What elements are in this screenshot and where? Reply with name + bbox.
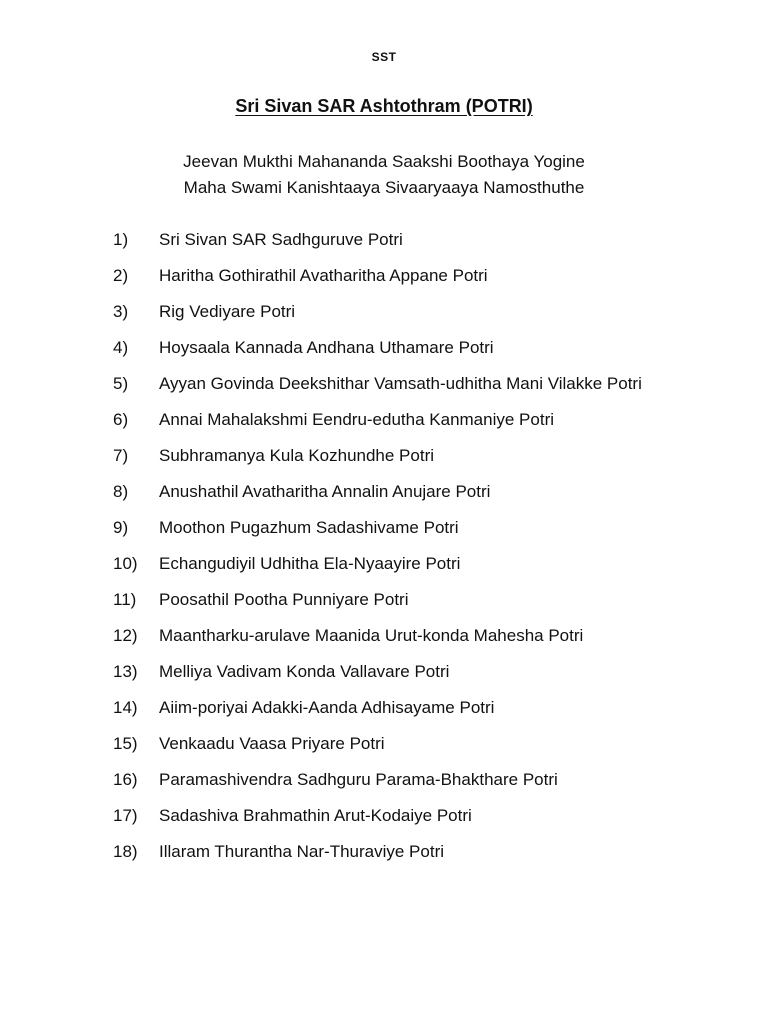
- item-number: 7): [113, 446, 129, 465]
- potri-list: [113, 228, 673, 876]
- item-text: Echangudiyil Udhitha Ela-Nyaayire Potri: [159, 554, 461, 573]
- item-text: Venkaadu Vaasa Priyare Potri: [159, 734, 385, 753]
- item-number: 13): [113, 662, 138, 681]
- item-text: Annai Mahalakshmi Eendru-edutha Kanmaniye Potri: [159, 410, 555, 429]
- list-item: [113, 624, 673, 648]
- item-text: Melliya Vadivam Konda Vallavare Potri: [159, 662, 450, 681]
- item-number: 2): [113, 266, 129, 285]
- item-number: 5): [113, 374, 129, 393]
- item-text: Sadashiva Brahmathin Arut-Kodaiye Potri: [159, 806, 472, 825]
- list-item: [113, 516, 673, 540]
- list-item: [113, 696, 673, 720]
- list-item: [113, 480, 673, 504]
- list-item: [113, 300, 673, 324]
- item-number: 14): [113, 698, 138, 717]
- list-item: [113, 552, 673, 576]
- item-number: 1): [113, 230, 129, 249]
- item-number: 11): [113, 590, 137, 609]
- item-text: Rig Vediyare Potri: [159, 302, 296, 321]
- item-number: 6): [113, 410, 129, 429]
- header-tag: SST: [371, 50, 397, 64]
- item-text: Moothon Pugazhum Sadashivame Potri: [159, 518, 459, 537]
- list-item: [113, 840, 673, 864]
- list-item: [113, 228, 673, 252]
- list-item: [113, 372, 673, 396]
- item-text: Haritha Gothirathil Avatharitha Appane Potri: [159, 266, 488, 285]
- item-number: 12): [113, 626, 138, 645]
- list-item: [113, 588, 673, 612]
- item-number: 17): [113, 806, 138, 825]
- item-number: 3): [113, 302, 129, 321]
- item-number: 15): [113, 734, 138, 753]
- item-text: Hoysaala Kannada Andhana Uthamare Potri: [159, 338, 494, 357]
- list-item: [113, 444, 673, 468]
- item-text: Illaram Thurantha Nar-Thuraviye Potri: [159, 842, 445, 861]
- list-item: [113, 660, 673, 684]
- item-text: Paramashivendra Sadhguru Parama-Bhakthare Potri: [159, 770, 558, 789]
- list-item: [113, 804, 673, 828]
- intro-line: Maha Swami Kanishtaaya Sivaaryaaya Namosthuthe: [183, 178, 585, 197]
- item-text: Aiim-poriyai Adakki-Aanda Adhisayame Potri: [159, 698, 495, 717]
- list-item: [113, 408, 673, 432]
- item-text: Subhramanya Kula Kozhundhe Potri: [159, 446, 435, 465]
- list-item: [113, 264, 673, 288]
- intro-verse: [0, 149, 768, 201]
- item-text: Poosathil Pootha Punniyare Potri: [159, 590, 409, 609]
- list-item: [113, 732, 673, 756]
- item-text: Ayyan Govinda Deekshithar Vamsath-udhitha Mani Vilakke Potri: [159, 374, 642, 393]
- list-item: [113, 768, 673, 792]
- document-title: Sri Sivan SAR Ashtothram (POTRI): [235, 96, 533, 116]
- item-number: 9): [113, 518, 129, 537]
- item-text: Anushathil Avatharitha Annalin Anujare Potri: [159, 482, 491, 501]
- item-number: 10): [113, 554, 138, 573]
- item-number: 16): [113, 770, 138, 789]
- item-number: 4): [113, 338, 129, 357]
- item-number: 18): [113, 842, 138, 861]
- item-text: Maantharku-arulave Maanida Urut-konda Mahesha Potri: [159, 626, 584, 645]
- list-item: [113, 336, 673, 360]
- intro-line: Jeevan Mukthi Mahananda Saakshi Boothaya Yogine: [183, 152, 585, 171]
- item-number: 8): [113, 482, 129, 501]
- item-text: Sri Sivan SAR Sadhguruve Potri: [159, 230, 403, 249]
